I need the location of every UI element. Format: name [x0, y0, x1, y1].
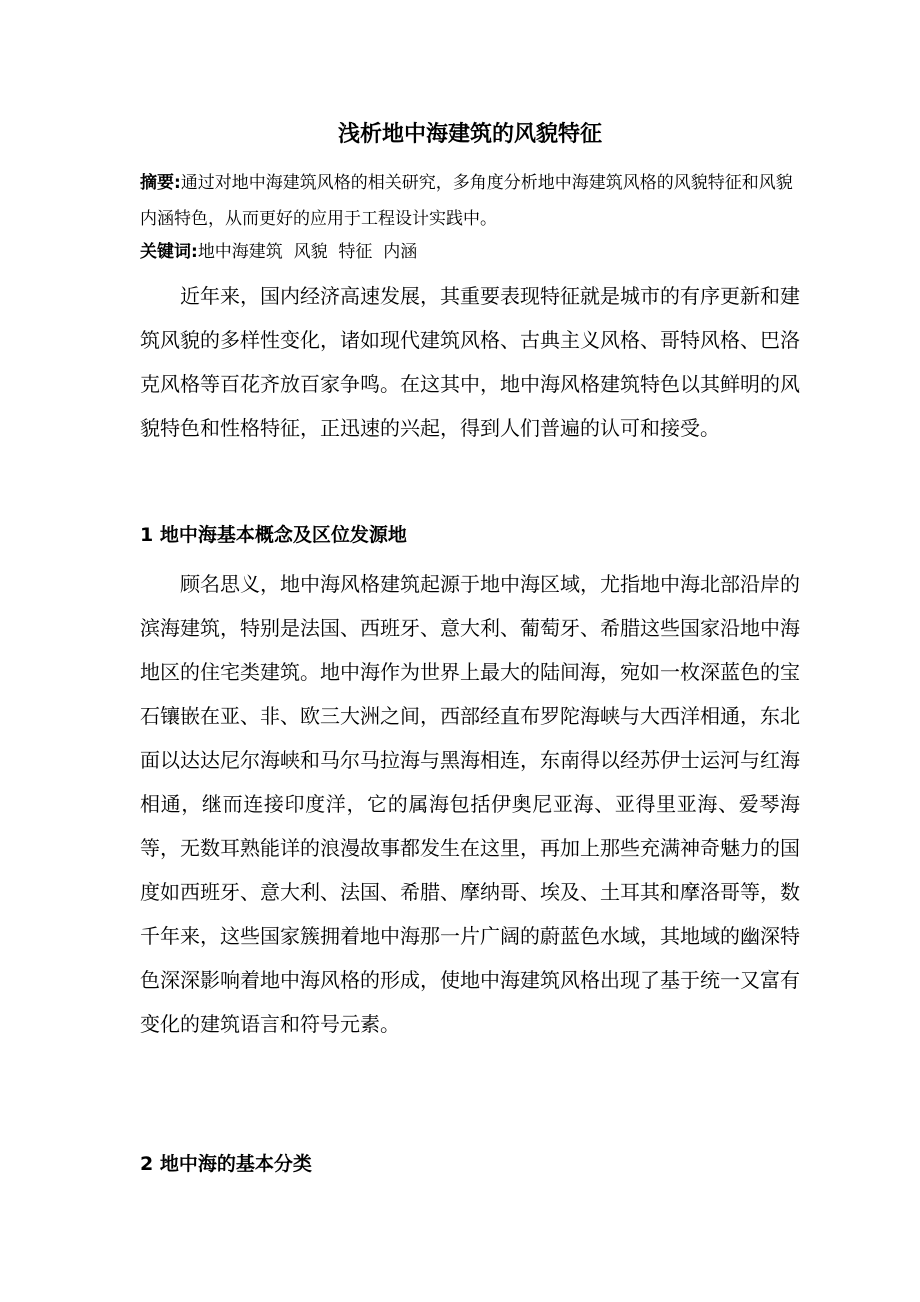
keywords-label: 关键词:	[140, 242, 198, 262]
abstract-label: 摘要:	[140, 173, 181, 193]
section-heading-2: 2 地中海的基本分类	[140, 1153, 312, 1175]
section-heading-1: 1 地中海基本概念及区位发源地	[140, 524, 407, 546]
keywords-text: 地中海建筑 风貌 特征 内涵	[197, 242, 418, 262]
abstract	[140, 165, 800, 237]
abstract-text: 通过对地中海建筑风格的相关研究，多角度分析地中海建筑风格的风貌特征和风貌内涵特色，从而更好的应用于工程设计实践中。	[140, 173, 793, 229]
section1-paragraph: 顾名思义，地中海风格建筑起源于地中海区域，尤指地中海北部沿岸的滨海建筑，特别是法国、西班牙、意大利、葡萄牙、希腊这些国家沿地中海地区的住宅类建筑。地中海作为世界上最大的陆间海，宛如一枚深蓝色的宝石镶嵌在亚、非、欧三大洲之间，西部经直布罗陀海峡与大西洋相通，东北面以达达尼尔海峡和马尔马拉海与黑海相连，东南得以经苏伊士运河与红海相通，继而连接印度洋，它的属海包括伊奥尼亚海、亚得里亚海、爱琴海等，无数耳熟能详的浪漫故事都发生在这里，再加上那些充满神奇魅力的国度如西班牙、意大利、法国、希腊、摩纳哥、埃及、土耳其和摩洛哥等，数千年来，这些国家簇拥着地中海那一片广阔的蔚蓝色水域，其地域的幽深特色深深影响着地中海风格的形成，使地中海建筑风格出现了基于统一又富有变化的建筑语言和符号元素。	[140, 572, 800, 1036]
page-title: 浅析地中海建筑的风貌特征	[337, 122, 602, 147]
intro-paragraph: 近年来，国内经济高速发展，其重要表现特征就是城市的有序更新和建筑风貌的多样性变化，诸如现代建筑风格、古典主义风格、哥特风格、巴洛克风格等百花齐放百家争鸣。在这其中，地中海风格建筑特色以其鲜明的风貌特色和性格特征，正迅速的兴起，得到人们普遍的认可和接受。	[140, 284, 800, 440]
keywords	[140, 237, 800, 267]
